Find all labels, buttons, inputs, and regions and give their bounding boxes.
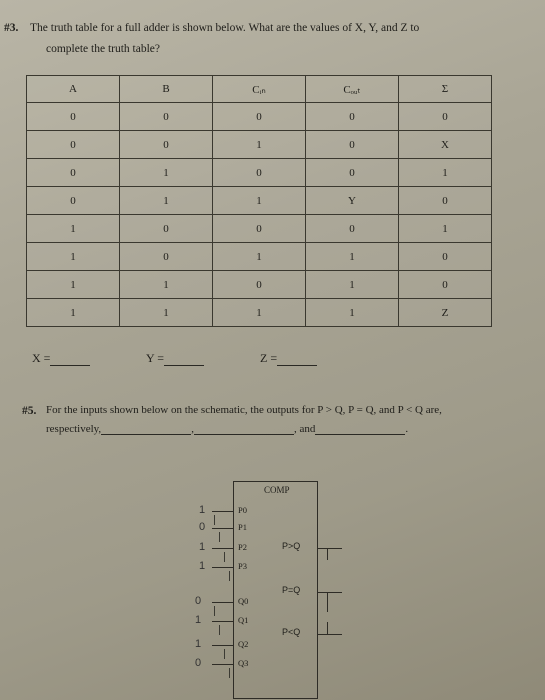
cell-cin: 1 bbox=[213, 299, 306, 327]
pin-label-p0: P0 bbox=[238, 505, 247, 515]
input-tick-mark bbox=[229, 668, 230, 678]
answer-z-blank[interactable] bbox=[277, 350, 317, 366]
question-5-respectively: respectively, bbox=[46, 423, 102, 435]
cell-a: 1 bbox=[27, 215, 120, 243]
input-line-q2 bbox=[212, 645, 233, 646]
cell-cout: 0 bbox=[306, 103, 399, 131]
answer-z bbox=[260, 350, 317, 366]
question-3-text-line1: The truth table for a full adder is shown below. What are the values of X, Y, and Z to bbox=[30, 22, 420, 34]
cell-a: 1 bbox=[27, 243, 120, 271]
answer-x bbox=[32, 350, 90, 366]
cell-cin: 1 bbox=[213, 243, 306, 271]
cell-a: 1 bbox=[27, 271, 120, 299]
input-line-p2 bbox=[212, 548, 233, 549]
output-p-greater-q-line bbox=[318, 548, 342, 549]
input-value-p2: 1 bbox=[199, 541, 206, 553]
cell-a: 1 bbox=[27, 299, 120, 327]
cell-sum: Z bbox=[399, 299, 492, 327]
table-row bbox=[27, 243, 492, 271]
cell-sum: 1 bbox=[399, 215, 492, 243]
input-line-q1 bbox=[212, 621, 233, 622]
answer-y bbox=[146, 350, 204, 366]
input-value-q2: 1 bbox=[195, 638, 202, 650]
output-p-greater-q-tick bbox=[327, 548, 328, 560]
cell-sum: 0 bbox=[399, 271, 492, 299]
table-row bbox=[27, 215, 492, 243]
full-adder-truth-table bbox=[26, 75, 492, 327]
header-sum: Σ bbox=[399, 76, 492, 103]
cell-sum: 1 bbox=[399, 159, 492, 187]
question-5-number: #5. bbox=[22, 405, 37, 417]
cell-b: 1 bbox=[120, 159, 213, 187]
question-3-number: #3. bbox=[4, 22, 19, 34]
table-row bbox=[27, 131, 492, 159]
cell-b: 0 bbox=[120, 131, 213, 159]
cell-sum: 0 bbox=[399, 243, 492, 271]
input-value-q0: 0 bbox=[195, 595, 202, 607]
answer-z-label: Z = bbox=[260, 351, 278, 365]
output-p-equal-q-line bbox=[318, 592, 342, 593]
cell-b: 1 bbox=[120, 271, 213, 299]
table-row bbox=[27, 103, 492, 131]
cell-cout: 0 bbox=[306, 215, 399, 243]
header-b: B bbox=[120, 76, 213, 103]
header-a: A bbox=[27, 76, 120, 103]
cell-a: 0 bbox=[27, 187, 120, 215]
answer-x-blank[interactable] bbox=[50, 350, 90, 366]
cell-cin: 1 bbox=[213, 187, 306, 215]
output-p-less-q-tick bbox=[327, 622, 328, 634]
output-p-less-q-line bbox=[318, 634, 342, 635]
input-value-q1: 1 bbox=[195, 614, 202, 626]
input-tick-mark bbox=[214, 606, 215, 616]
pin-label-p3: P3 bbox=[238, 561, 247, 571]
cell-b: 0 bbox=[120, 103, 213, 131]
question-5-text-line1: For the inputs shown below on the schematic, the outputs for P > Q, P = Q, and P < Q are, bbox=[46, 404, 442, 416]
cell-b: 1 bbox=[120, 299, 213, 327]
input-tick-mark bbox=[224, 552, 225, 562]
cell-b: 0 bbox=[120, 215, 213, 243]
header-cout: Cₒᵤₜ bbox=[306, 76, 399, 103]
cell-cout: 1 bbox=[306, 299, 399, 327]
cell-cin: 0 bbox=[213, 215, 306, 243]
question-5-comma: , bbox=[191, 423, 194, 435]
cell-b: 1 bbox=[120, 187, 213, 215]
table-header-row bbox=[27, 76, 492, 103]
input-tick-mark bbox=[229, 571, 230, 581]
table-row bbox=[27, 271, 492, 299]
input-value-p0: 1 bbox=[199, 504, 206, 516]
cell-cout: 0 bbox=[306, 159, 399, 187]
cell-cout: 1 bbox=[306, 243, 399, 271]
cell-a: 0 bbox=[27, 131, 120, 159]
cell-b: 0 bbox=[120, 243, 213, 271]
cell-cout: Y bbox=[306, 187, 399, 215]
input-tick-mark bbox=[219, 532, 220, 542]
output-p-greater-q-label: P>Q bbox=[282, 541, 301, 551]
answer-y-blank[interactable] bbox=[164, 350, 204, 366]
cell-cin: 0 bbox=[213, 103, 306, 131]
table-row bbox=[27, 159, 492, 187]
cell-a: 0 bbox=[27, 103, 120, 131]
answer-p-less-q-blank[interactable] bbox=[315, 422, 405, 435]
output-p-less-q-label: P<Q bbox=[282, 627, 301, 637]
cell-cin: 0 bbox=[213, 159, 306, 187]
input-line-q0 bbox=[212, 602, 233, 603]
cell-cin: 1 bbox=[213, 131, 306, 159]
input-value-p1: 0 bbox=[199, 521, 206, 533]
header-cin: Cᵢₙ bbox=[213, 76, 306, 103]
table-row bbox=[27, 187, 492, 215]
question-5-period: . bbox=[405, 423, 409, 435]
input-tick-mark bbox=[214, 515, 215, 525]
cell-cout: 1 bbox=[306, 271, 399, 299]
cell-sum: 0 bbox=[399, 187, 492, 215]
output-p-equal-q-label: P=Q bbox=[282, 585, 301, 595]
pin-label-q2: Q2 bbox=[238, 639, 249, 649]
input-line-p1 bbox=[212, 528, 233, 529]
output-p-equal-q-tick bbox=[327, 592, 328, 612]
cell-cin: 0 bbox=[213, 271, 306, 299]
comparator-title: COMP bbox=[264, 485, 290, 495]
cell-cout: 0 bbox=[306, 131, 399, 159]
pin-label-q1: Q1 bbox=[238, 615, 249, 625]
answer-x-label: X = bbox=[32, 351, 51, 365]
answer-p-greater-q-blank[interactable] bbox=[101, 422, 191, 435]
answer-p-equal-q-blank[interactable] bbox=[194, 422, 294, 435]
input-line-q3 bbox=[212, 664, 233, 665]
cell-sum: X bbox=[399, 131, 492, 159]
answer-y-label: Y = bbox=[146, 351, 164, 365]
input-line-p0 bbox=[212, 511, 233, 512]
input-value-p3: 1 bbox=[199, 560, 206, 572]
question-5-and: , and bbox=[293, 423, 316, 435]
pin-label-p1: P1 bbox=[238, 522, 247, 532]
question-5-text-line2 bbox=[46, 422, 408, 435]
cell-a: 0 bbox=[27, 159, 120, 187]
input-tick-mark bbox=[224, 649, 225, 659]
input-value-q3: 0 bbox=[195, 657, 202, 669]
cell-sum: 0 bbox=[399, 103, 492, 131]
input-tick-mark bbox=[219, 625, 220, 635]
input-line-p3 bbox=[212, 567, 233, 568]
question-3-text-line2: complete the truth table? bbox=[46, 43, 160, 55]
pin-label-q0: Q0 bbox=[238, 596, 249, 606]
pin-label-q3: Q3 bbox=[238, 658, 249, 668]
pin-label-p2: P2 bbox=[238, 542, 247, 552]
table-row bbox=[27, 299, 492, 327]
